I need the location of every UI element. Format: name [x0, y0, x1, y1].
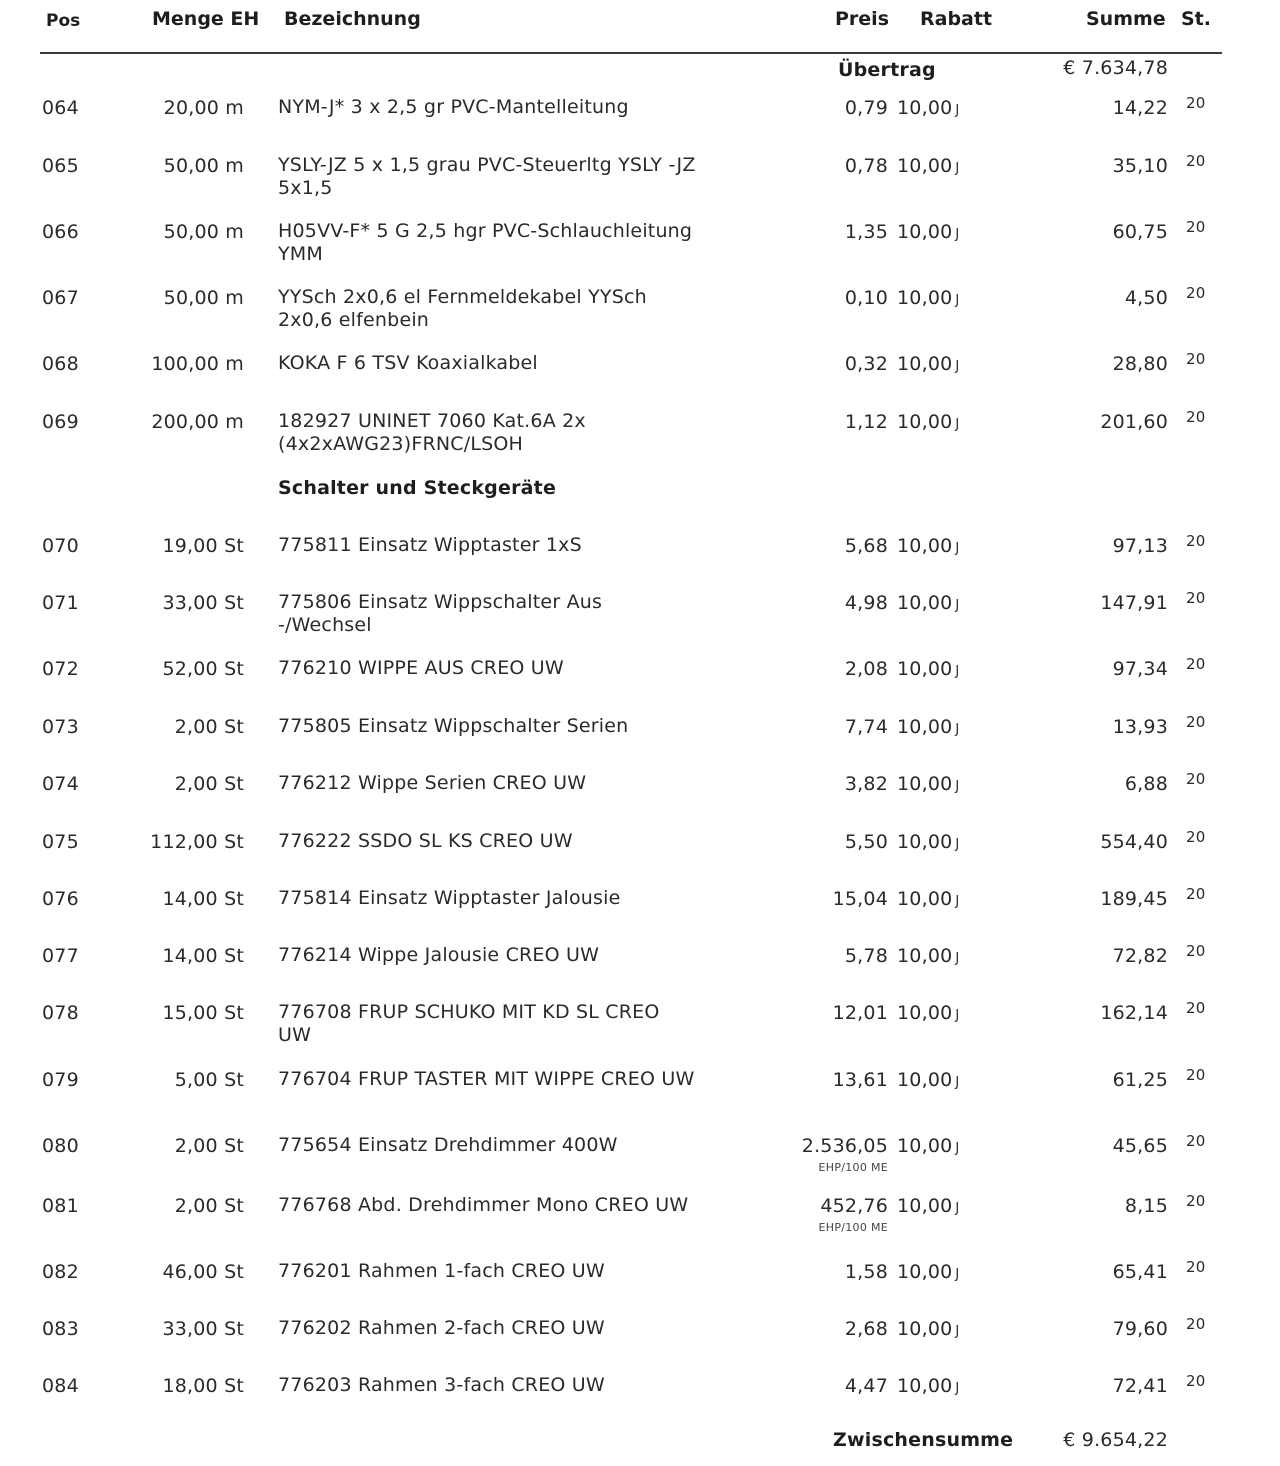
row-rabatt — [897, 1002, 959, 1024]
row-description: 775811 Einsatz Wipptaster 1xS — [278, 534, 582, 556]
rabatt-mark: J — [955, 1008, 960, 1023]
rabatt-mark: J — [955, 1267, 960, 1282]
uebertrag-label: Übertrag — [838, 59, 936, 81]
row-rabatt — [897, 1375, 959, 1397]
row-preis: 4,47 — [844, 1375, 888, 1397]
row-pos: 084 — [42, 1375, 79, 1397]
row-description: 776704 FRUP TASTER MIT WIPPE CREO UW — [278, 1068, 695, 1090]
row-summe: 6,88 — [1124, 773, 1168, 795]
row-st: 20 — [1186, 350, 1206, 368]
row-rabatt — [897, 1135, 959, 1157]
row-description: YSLY-JZ 5 x 1,5 grau PVC-Steuerltg YSLY -JZ 5x1,5 — [278, 154, 696, 199]
row-rabatt — [897, 773, 959, 795]
row-pos: 071 — [42, 592, 79, 614]
row-summe: 201,60 — [1100, 411, 1168, 433]
row-description: H05VV-F* 5 G 2,5 hgr PVC-Schlauchleitung YMM — [278, 220, 693, 265]
row-summe: 72,82 — [1112, 945, 1168, 967]
row-preis: 2,68 — [844, 1318, 888, 1340]
row-preis: 0,78 — [844, 155, 888, 177]
rabatt-mark: J — [955, 1075, 960, 1090]
row-rabatt — [897, 411, 959, 433]
row-preis: 2,08 — [844, 658, 888, 680]
row-preis: 5,68 — [844, 535, 888, 557]
row-summe: 72,41 — [1112, 1375, 1168, 1397]
row-st: 20 — [1186, 94, 1206, 112]
row-description: 775654 Einsatz Drehdimmer 400W — [278, 1134, 618, 1156]
header-rabatt: Rabatt — [920, 8, 993, 30]
row-rabatt-value: 10,00 — [897, 773, 953, 795]
row-preis: 452,76 — [820, 1195, 888, 1217]
row-qty: 50,00 m — [163, 155, 244, 177]
row-pos: 080 — [42, 1135, 79, 1157]
row-qty: 33,00 St — [162, 592, 244, 614]
row-rabatt-value: 10,00 — [897, 658, 953, 680]
row-summe: 61,25 — [1112, 1069, 1168, 1091]
row-rabatt-value: 10,00 — [897, 221, 953, 243]
row-rabatt-value: 10,00 — [897, 1069, 953, 1091]
row-st: 20 — [1186, 408, 1206, 426]
row-description: 776202 Rahmen 2-fach CREO UW — [278, 1317, 605, 1339]
row-preis: 5,50 — [844, 831, 888, 853]
row-preis: 5,78 — [844, 945, 888, 967]
rabatt-mark: J — [955, 1381, 960, 1396]
row-qty: 112,00 St — [150, 831, 244, 853]
row-pos: 079 — [42, 1069, 79, 1091]
row-qty: 18,00 St — [162, 1375, 244, 1397]
row-rabatt-value: 10,00 — [897, 1261, 953, 1283]
row-pos: 076 — [42, 888, 79, 910]
row-summe: 60,75 — [1112, 221, 1168, 243]
row-rabatt — [897, 716, 959, 738]
row-st: 20 — [1186, 770, 1206, 788]
row-st: 20 — [1186, 885, 1206, 903]
zwischensumme-label: Zwischensumme — [833, 1429, 1014, 1451]
row-pos: 077 — [42, 945, 79, 967]
rabatt-mark: J — [955, 293, 960, 308]
row-summe: 97,34 — [1112, 658, 1168, 680]
row-summe: 8,15 — [1124, 1195, 1168, 1217]
row-summe: 147,91 — [1100, 592, 1168, 614]
header-pos: Pos — [46, 11, 81, 31]
row-qty: 100,00 m — [151, 353, 244, 375]
row-pos: 070 — [42, 535, 79, 557]
row-rabatt — [897, 97, 959, 119]
row-preis: 2.536,05 — [801, 1135, 888, 1157]
row-description: 776214 Wippe Jalousie CREO UW — [278, 944, 600, 966]
row-preis: 0,10 — [844, 287, 888, 309]
row-summe: 79,60 — [1112, 1318, 1168, 1340]
header-preis: Preis — [835, 8, 890, 30]
row-preis: 13,61 — [832, 1069, 888, 1091]
row-preis: 1,58 — [844, 1261, 888, 1283]
rabatt-mark: J — [955, 894, 960, 909]
row-preis: 15,04 — [832, 888, 888, 910]
row-qty: 2,00 St — [174, 716, 244, 738]
row-preis: 0,79 — [844, 97, 888, 119]
row-description: 776210 WIPPE AUS CREO UW — [278, 657, 564, 679]
row-qty: 20,00 m — [163, 97, 244, 119]
row-rabatt — [897, 287, 959, 309]
section-title: Schalter und Steckgeräte — [278, 477, 557, 499]
row-st: 20 — [1186, 1192, 1206, 1210]
row-st: 20 — [1186, 589, 1206, 607]
header-bezeichnung: Bezeichnung — [284, 8, 421, 30]
row-rabatt — [897, 1318, 959, 1340]
row-summe: 45,65 — [1112, 1135, 1168, 1157]
row-pos: 066 — [42, 221, 79, 243]
rabatt-mark: J — [955, 1201, 960, 1216]
row-rabatt — [897, 888, 959, 910]
row-description: 776201 Rahmen 1-fach CREO UW — [278, 1260, 605, 1282]
row-preis: 3,82 — [844, 773, 888, 795]
row-qty: 14,00 St — [162, 888, 244, 910]
row-summe: 162,14 — [1100, 1002, 1168, 1024]
row-rabatt-value: 10,00 — [897, 535, 953, 557]
row-st: 20 — [1186, 655, 1206, 673]
row-rabatt — [897, 221, 959, 243]
row-pos: 072 — [42, 658, 79, 680]
row-st: 20 — [1186, 828, 1206, 846]
rabatt-mark: J — [955, 417, 960, 432]
row-pos: 067 — [42, 287, 79, 309]
rabatt-mark: J — [955, 664, 960, 679]
row-st: 20 — [1186, 152, 1206, 170]
row-rabatt-value: 10,00 — [897, 945, 953, 967]
row-rabatt-value: 10,00 — [897, 716, 953, 738]
row-description: 775814 Einsatz Wipptaster Jalousie — [278, 887, 621, 909]
row-rabatt-value: 10,00 — [897, 1195, 953, 1217]
rabatt-mark: J — [955, 779, 960, 794]
row-rabatt — [897, 155, 959, 177]
row-rabatt — [897, 1069, 959, 1091]
row-preis: 1,35 — [844, 221, 888, 243]
row-qty: 52,00 St — [162, 658, 244, 680]
row-summe: 28,80 — [1112, 353, 1168, 375]
rabatt-mark: J — [955, 1141, 960, 1156]
row-rabatt — [897, 535, 959, 557]
row-st: 20 — [1186, 1258, 1206, 1276]
row-st: 20 — [1186, 1315, 1206, 1333]
rabatt-mark: J — [955, 161, 960, 176]
row-st: 20 — [1186, 1066, 1206, 1084]
header-st: St. — [1181, 8, 1211, 30]
row-pos: 073 — [42, 716, 79, 738]
row-qty: 50,00 m — [163, 221, 244, 243]
row-rabatt-value: 10,00 — [897, 411, 953, 433]
row-description: 776222 SSDO SL KS CREO UW — [278, 830, 573, 852]
row-qty: 2,00 St — [174, 1195, 244, 1217]
row-preis-note: EHP/100 ME — [818, 1221, 888, 1234]
row-preis: 1,12 — [844, 411, 888, 433]
row-summe: 65,41 — [1112, 1261, 1168, 1283]
row-preis: 4,98 — [844, 592, 888, 614]
row-pos: 064 — [42, 97, 79, 119]
header-summe: Summe — [1086, 8, 1166, 30]
row-rabatt-value: 10,00 — [897, 353, 953, 375]
row-st: 20 — [1186, 532, 1206, 550]
row-qty: 2,00 St — [174, 1135, 244, 1157]
row-rabatt — [897, 658, 959, 680]
row-qty: 15,00 St — [162, 1002, 244, 1024]
row-description: 182927 UNINET 7060 Kat.6A 2x (4x2xAWG23)FRNC/LSOH — [278, 410, 586, 455]
row-rabatt — [897, 1195, 959, 1217]
row-qty: 14,00 St — [162, 945, 244, 967]
row-st: 20 — [1186, 218, 1206, 236]
rabatt-mark: J — [955, 951, 960, 966]
row-qty: 33,00 St — [162, 1318, 244, 1340]
row-rabatt-value: 10,00 — [897, 1375, 953, 1397]
row-st: 20 — [1186, 284, 1206, 302]
rabatt-mark: J — [955, 1324, 960, 1339]
row-pos: 069 — [42, 411, 79, 433]
row-summe: 35,10 — [1112, 155, 1168, 177]
row-preis: 12,01 — [832, 1002, 888, 1024]
rabatt-mark: J — [955, 359, 960, 374]
row-qty: 5,00 St — [174, 1069, 244, 1091]
row-preis-note: EHP/100 ME — [818, 1161, 888, 1174]
rabatt-mark: J — [955, 227, 960, 242]
row-description: 776212 Wippe Serien CREO UW — [278, 772, 587, 794]
row-pos: 068 — [42, 353, 79, 375]
row-summe: 4,50 — [1124, 287, 1168, 309]
row-description: 776203 Rahmen 3-fach CREO UW — [278, 1374, 605, 1396]
row-rabatt-value: 10,00 — [897, 888, 953, 910]
row-rabatt — [897, 1261, 959, 1283]
row-rabatt-value: 10,00 — [897, 592, 953, 614]
row-description: 775805 Einsatz Wippschalter Serien — [278, 715, 629, 737]
row-summe: 554,40 — [1100, 831, 1168, 853]
row-rabatt-value: 10,00 — [897, 287, 953, 309]
row-description: 776768 Abd. Drehdimmer Mono CREO UW — [278, 1194, 689, 1216]
zwischensumme-value: € 9.654,22 — [1063, 1429, 1168, 1451]
row-rabatt — [897, 831, 959, 853]
row-summe: 189,45 — [1100, 888, 1168, 910]
row-summe: 14,22 — [1112, 97, 1168, 119]
uebertrag-value: € 7.634,78 — [1063, 57, 1168, 79]
row-pos: 081 — [42, 1195, 79, 1217]
rabatt-mark: J — [955, 837, 960, 852]
header-menge: Menge EH — [152, 8, 260, 30]
rabatt-mark: J — [955, 598, 960, 613]
row-st: 20 — [1186, 999, 1206, 1017]
row-preis: 7,74 — [844, 716, 888, 738]
row-rabatt-value: 10,00 — [897, 155, 953, 177]
row-st: 20 — [1186, 942, 1206, 960]
row-rabatt-value: 10,00 — [897, 1135, 953, 1157]
row-rabatt — [897, 353, 959, 375]
row-summe: 97,13 — [1112, 535, 1168, 557]
row-rabatt — [897, 945, 959, 967]
row-pos: 082 — [42, 1261, 79, 1283]
row-description: KOKA F 6 TSV Koaxialkabel — [278, 352, 538, 374]
rabatt-mark: J — [955, 722, 960, 737]
row-rabatt — [897, 592, 959, 614]
rabatt-mark: J — [955, 103, 960, 118]
row-qty: 200,00 m — [151, 411, 244, 433]
row-description: 776708 FRUP SCHUKO MIT KD SL CREO UW — [278, 1001, 660, 1046]
row-pos: 074 — [42, 773, 79, 795]
row-qty: 50,00 m — [163, 287, 244, 309]
row-st: 20 — [1186, 1132, 1206, 1150]
row-description: 775806 Einsatz Wippschalter Aus -/Wechsel — [278, 591, 603, 636]
row-qty: 2,00 St — [174, 773, 244, 795]
row-pos: 083 — [42, 1318, 79, 1340]
row-rabatt-value: 10,00 — [897, 831, 953, 853]
row-summe: 13,93 — [1112, 716, 1168, 738]
row-pos: 075 — [42, 831, 79, 853]
row-rabatt-value: 10,00 — [897, 1002, 953, 1024]
row-qty: 46,00 St — [162, 1261, 244, 1283]
row-pos: 078 — [42, 1002, 79, 1024]
header-rule — [40, 52, 1222, 54]
row-preis: 0,32 — [844, 353, 888, 375]
row-pos: 065 — [42, 155, 79, 177]
row-qty: 19,00 St — [162, 535, 244, 557]
row-description: YYSch 2x0,6 el Fernmeldekabel YYSch 2x0,6 elfenbein — [278, 286, 647, 331]
row-st: 20 — [1186, 1372, 1206, 1390]
rabatt-mark: J — [955, 541, 960, 556]
row-rabatt-value: 10,00 — [897, 1318, 953, 1340]
row-st: 20 — [1186, 713, 1206, 731]
row-description: NYM-J* 3 x 2,5 gr PVC-Mantelleitung — [278, 96, 629, 118]
row-rabatt-value: 10,00 — [897, 97, 953, 119]
